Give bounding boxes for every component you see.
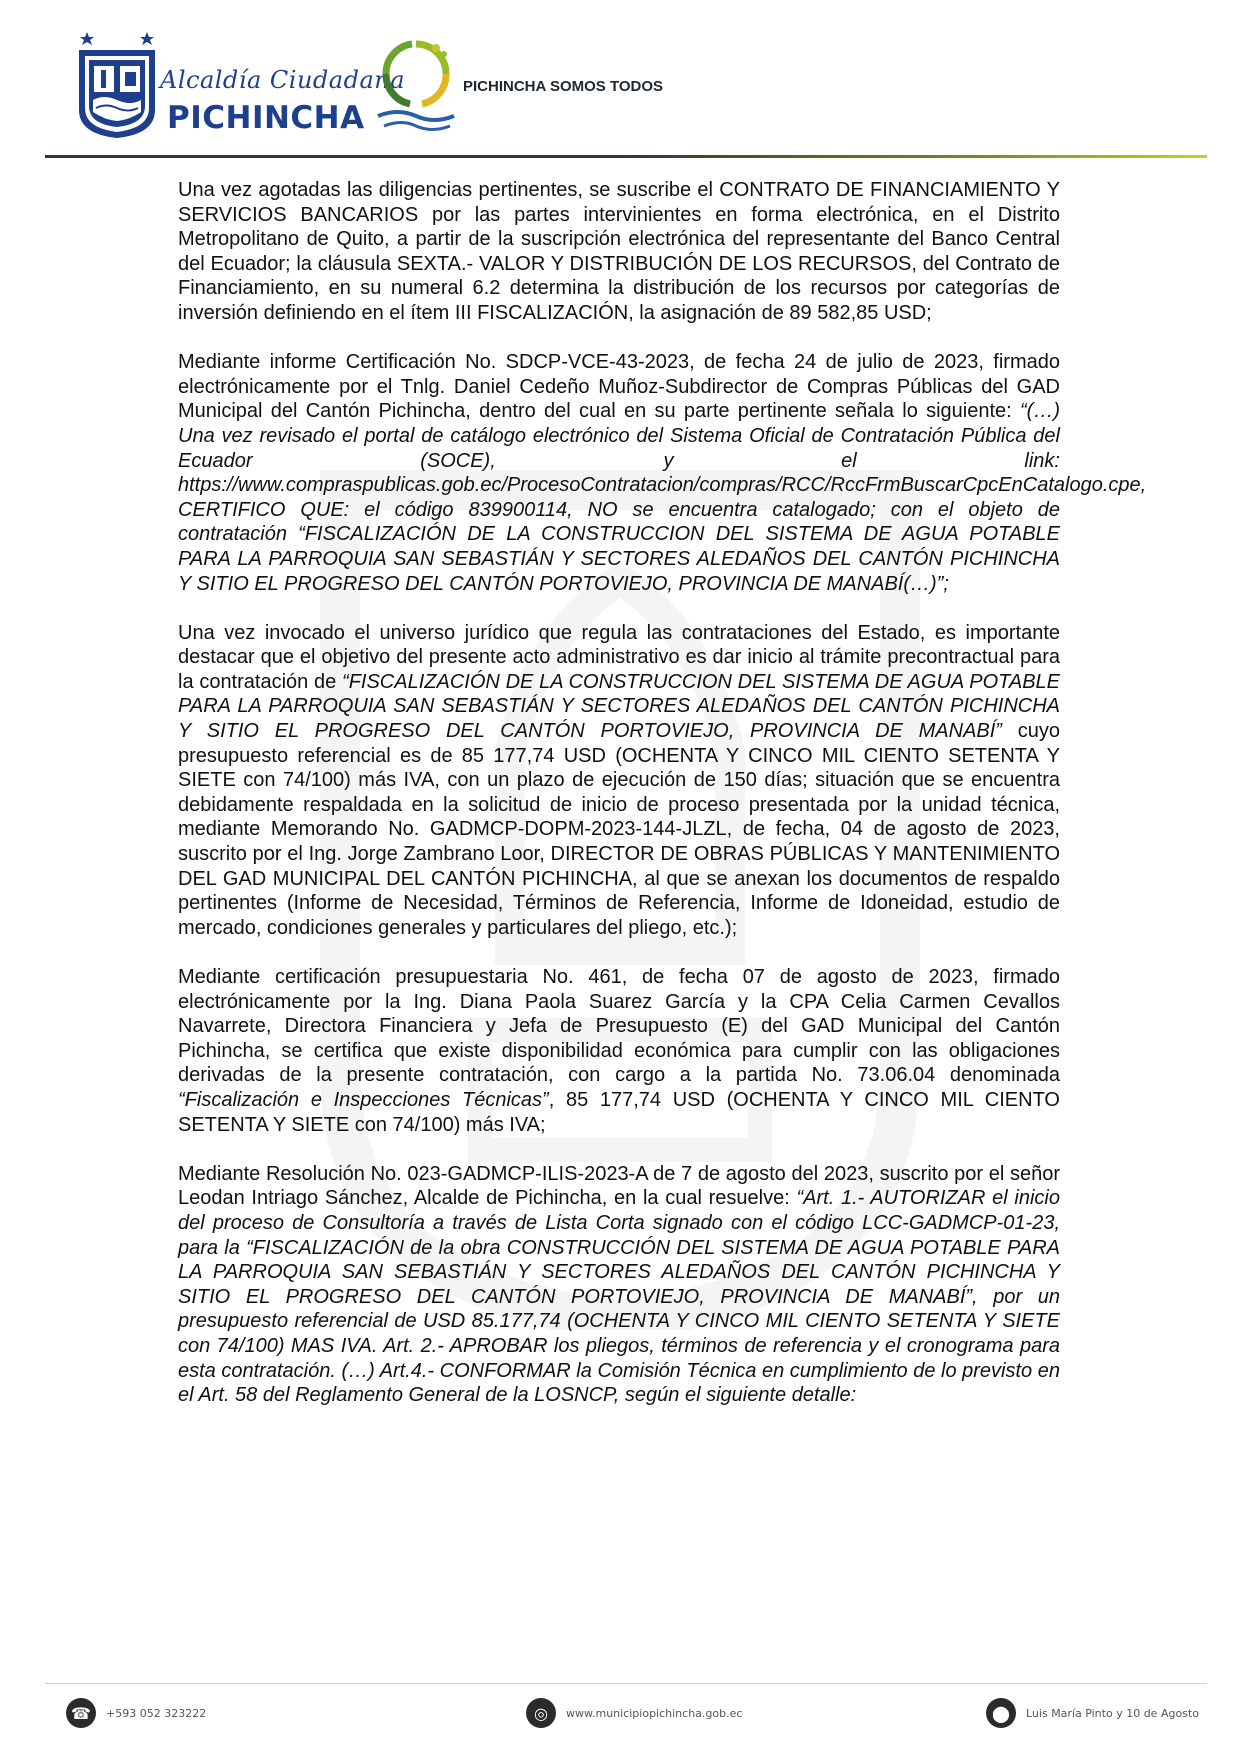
- paragraph: [178, 965, 1060, 1137]
- paragraph: [178, 1162, 1060, 1408]
- phone-number: +593 052 323222: [106, 1706, 207, 1720]
- quoted-text: “Art. 1.- AUTORIZAR el inicio del proceso de Consultoría a través de Lista Corta signado con el código LCC-GADMCP-01-23, para la “FISCALIZACIÓN de la obra CONSTRUCCIÓN DEL SISTEMA DE AGUA POTABLE PARA LA PARROQUIA SAN SEBASTIÁN Y SECTORES ALEDAÑOS DEL CANTÓN PICHINCHA Y SITIO EL PROGRESO DEL CANTÓN PORTOVIEJO, PROVINCIA DE MANABÍ”, por un presupuesto referencial de USD 85.177,74 (OCHENTA Y CINCO MIL CIENTO SETENTA Y SIETE con 74/100) MAS IVA. Art. 2.- APROBAR los pliegos, términos de referencia y el cronograma para esta contratación. (…) Art.4.- CONFORMAR la Comisión Técnica en cumplimiento de lo previsto en el Art. 58 del Reglamento General de la LOSNCP, según el siguiente detalle:: [178, 1187, 1061, 1407]
- paragraph: [178, 178, 1060, 326]
- text-run: Mediante Resolución No. 023-GADMCP-ILIS-2023-A de 7 de agosto del 2023, suscrito por el señor Leodan Intriago Sánchez, Alcalde de Pichincha, en la cual resuelve:: [178, 1162, 1060, 1210]
- footer-divider: [45, 1683, 1207, 1684]
- brand-title: PICHINCHA: [167, 100, 365, 136]
- phone-icon: ☎: [66, 1698, 96, 1728]
- text-run: Una vez invocado el universo jurídico que regula las contrataciones del Estado, es importante destacar que el objetivo del presente acto administrativo es dar inicio al trámite precontractual para la contratación de: [178, 621, 1060, 693]
- quoted-text: “Fiscalización e Inspecciones Técnicas”: [178, 1088, 549, 1111]
- somos-todos-ring-logo: [376, 38, 456, 138]
- script-tagline: Alcaldía Ciudadana: [160, 66, 406, 94]
- slogan: PICHINCHA SOMOS TODOS: [463, 78, 664, 95]
- header-divider: [45, 155, 1207, 158]
- address-text: Luis María Pinto y 10 de Agosto: [1026, 1706, 1199, 1720]
- text-run: cuyo presupuesto referencial es de 85 177,74 USD (OCHENTA Y CINCO MIL CIENTO SETENTA Y SIETE con 74/100) más IVA, con un plazo de ejecución de 150 días; situación que se encuentra debidamente respaldada en la solicitud de inicio de proceso presentada por la unidad técnica, mediante Memorando No. GADMCP-DOPM-2023-144-JLZL, de fecha, 04 de agosto de 2023, suscrito por el Ing. Jorge Zambrano Loor, DIRECTOR DE OBRAS PÚBLICAS Y MANTENIMIENTO DEL GAD MUNICIPAL DEL CANTÓN PICHINCHA, al que se anexan los documentos de respaldo pertinentes (Informe de Necesidad, Términos de Referencia, Informe de Idoneidad, estudio de mercado, condiciones generales y particulares del pliego, etc.);: [178, 720, 1060, 939]
- text-run: Una vez agotadas las diligencias pertinentes, se suscribe el CONTRATO DE FINANCIAMIENTO Y SERVICIOS BANCARIOS por las partes intervinientes en forma electrónica, en el Distrito Metropolitano de Quito, a partir de la suscripción electrónica del representante del Banco Central del Ecuador; la cláusula SEXTA.- VALOR Y DISTRIBUCIÓN DE LOS RECURSOS, del Contrato de Financiamiento, en su numeral 6.2 determina la distribución de los recursos por categorías de inversión definiendo en el ítem III FISCALIZACIÓN, la asignación de 89 582,85 USD;: [178, 179, 1060, 324]
- paragraph: [178, 350, 1147, 596]
- letterhead: [0, 0, 1240, 160]
- quoted-text: “(…) Una vez revisado el portal de catálogo electrónico del Sistema Oficial de Contratación Pública del Ecuador (SOCE), y el link: https://www.compraspublicas.gob.ec/ProcesoContratacion/compras/RCC/RccFrmBuscarCpcEnCatalogo.cpe, CERTIFICO QUE: el código 839900114, NO se encuentra catalogado; con el objeto de contratación “FISCALIZACIÓN DE LA CONSTRUCCION DEL SISTEMA DE AGUA POTABLE PARA LA PARROQUIA SAN SEBASTIÁN Y SECTORES ALEDAÑOS DEL CANTÓN PICHINCHA Y SITIO EL PROGRESO DEL CANTÓN PORTOVIEJO, PROVINCIA DE MANABÍ(…)”;: [178, 400, 1147, 595]
- municipal-shield-logo: [74, 28, 160, 140]
- text-run: Mediante certificación presupuestaria No. 461, de fecha 07 de agosto de 2023, firmado electrónicamente por la Ing. Diana Paola Suarez García y la CPA Celia Carmen Cevallos Navarrete, Directora Financiera y Jefa de Presupuesto (E) del GAD Municipal del Cantón Pichincha, se certifica que existe disponibilidad económica para cumplir con las obligaciones derivadas de la presente contratación, con cargo a la partida No. 73.06.04 denominada: [178, 966, 1060, 1087]
- text-run: Mediante informe Certificación No. SDCP-VCE-43-2023, de fecha 24 de julio de 2023, firmado electrónicamente por el Tnlg. Daniel Cedeño Muñoz-Subdirector de Compras Públicas del GAD Municipal del Cantón Pichincha, dentro del cual en su parte pertinente señala lo siguiente:: [178, 351, 1060, 423]
- globe-icon: ◎: [526, 1698, 556, 1728]
- paragraph: [178, 621, 1060, 941]
- location-pin-icon: ⬤: [986, 1698, 1016, 1728]
- footer-address: [986, 1696, 1199, 1730]
- website-link[interactable]: www.municipiopichincha.gob.ec: [566, 1706, 743, 1720]
- quoted-text: “FISCALIZACIÓN DE LA CONSTRUCCION DEL SISTEMA DE AGUA POTABLE PARA LA PARROQUIA SAN SEBASTIÁN Y SECTORES ALEDAÑOS DEL CANTÓN PICHINCHA Y SITIO EL PROGRESO DEL CANTÓN PORTOVIEJO, PROVINCIA DE MANABÍ”: [178, 670, 1061, 743]
- footer-website: [526, 1696, 742, 1730]
- text-run: , 85 177,74 USD (OCHENTA Y CINCO MIL CIENTO SETENTA Y SIETE con 74/100) más IVA;: [178, 1088, 1060, 1136]
- footer-phone: [66, 1696, 206, 1730]
- document-body: [178, 178, 1147, 1432]
